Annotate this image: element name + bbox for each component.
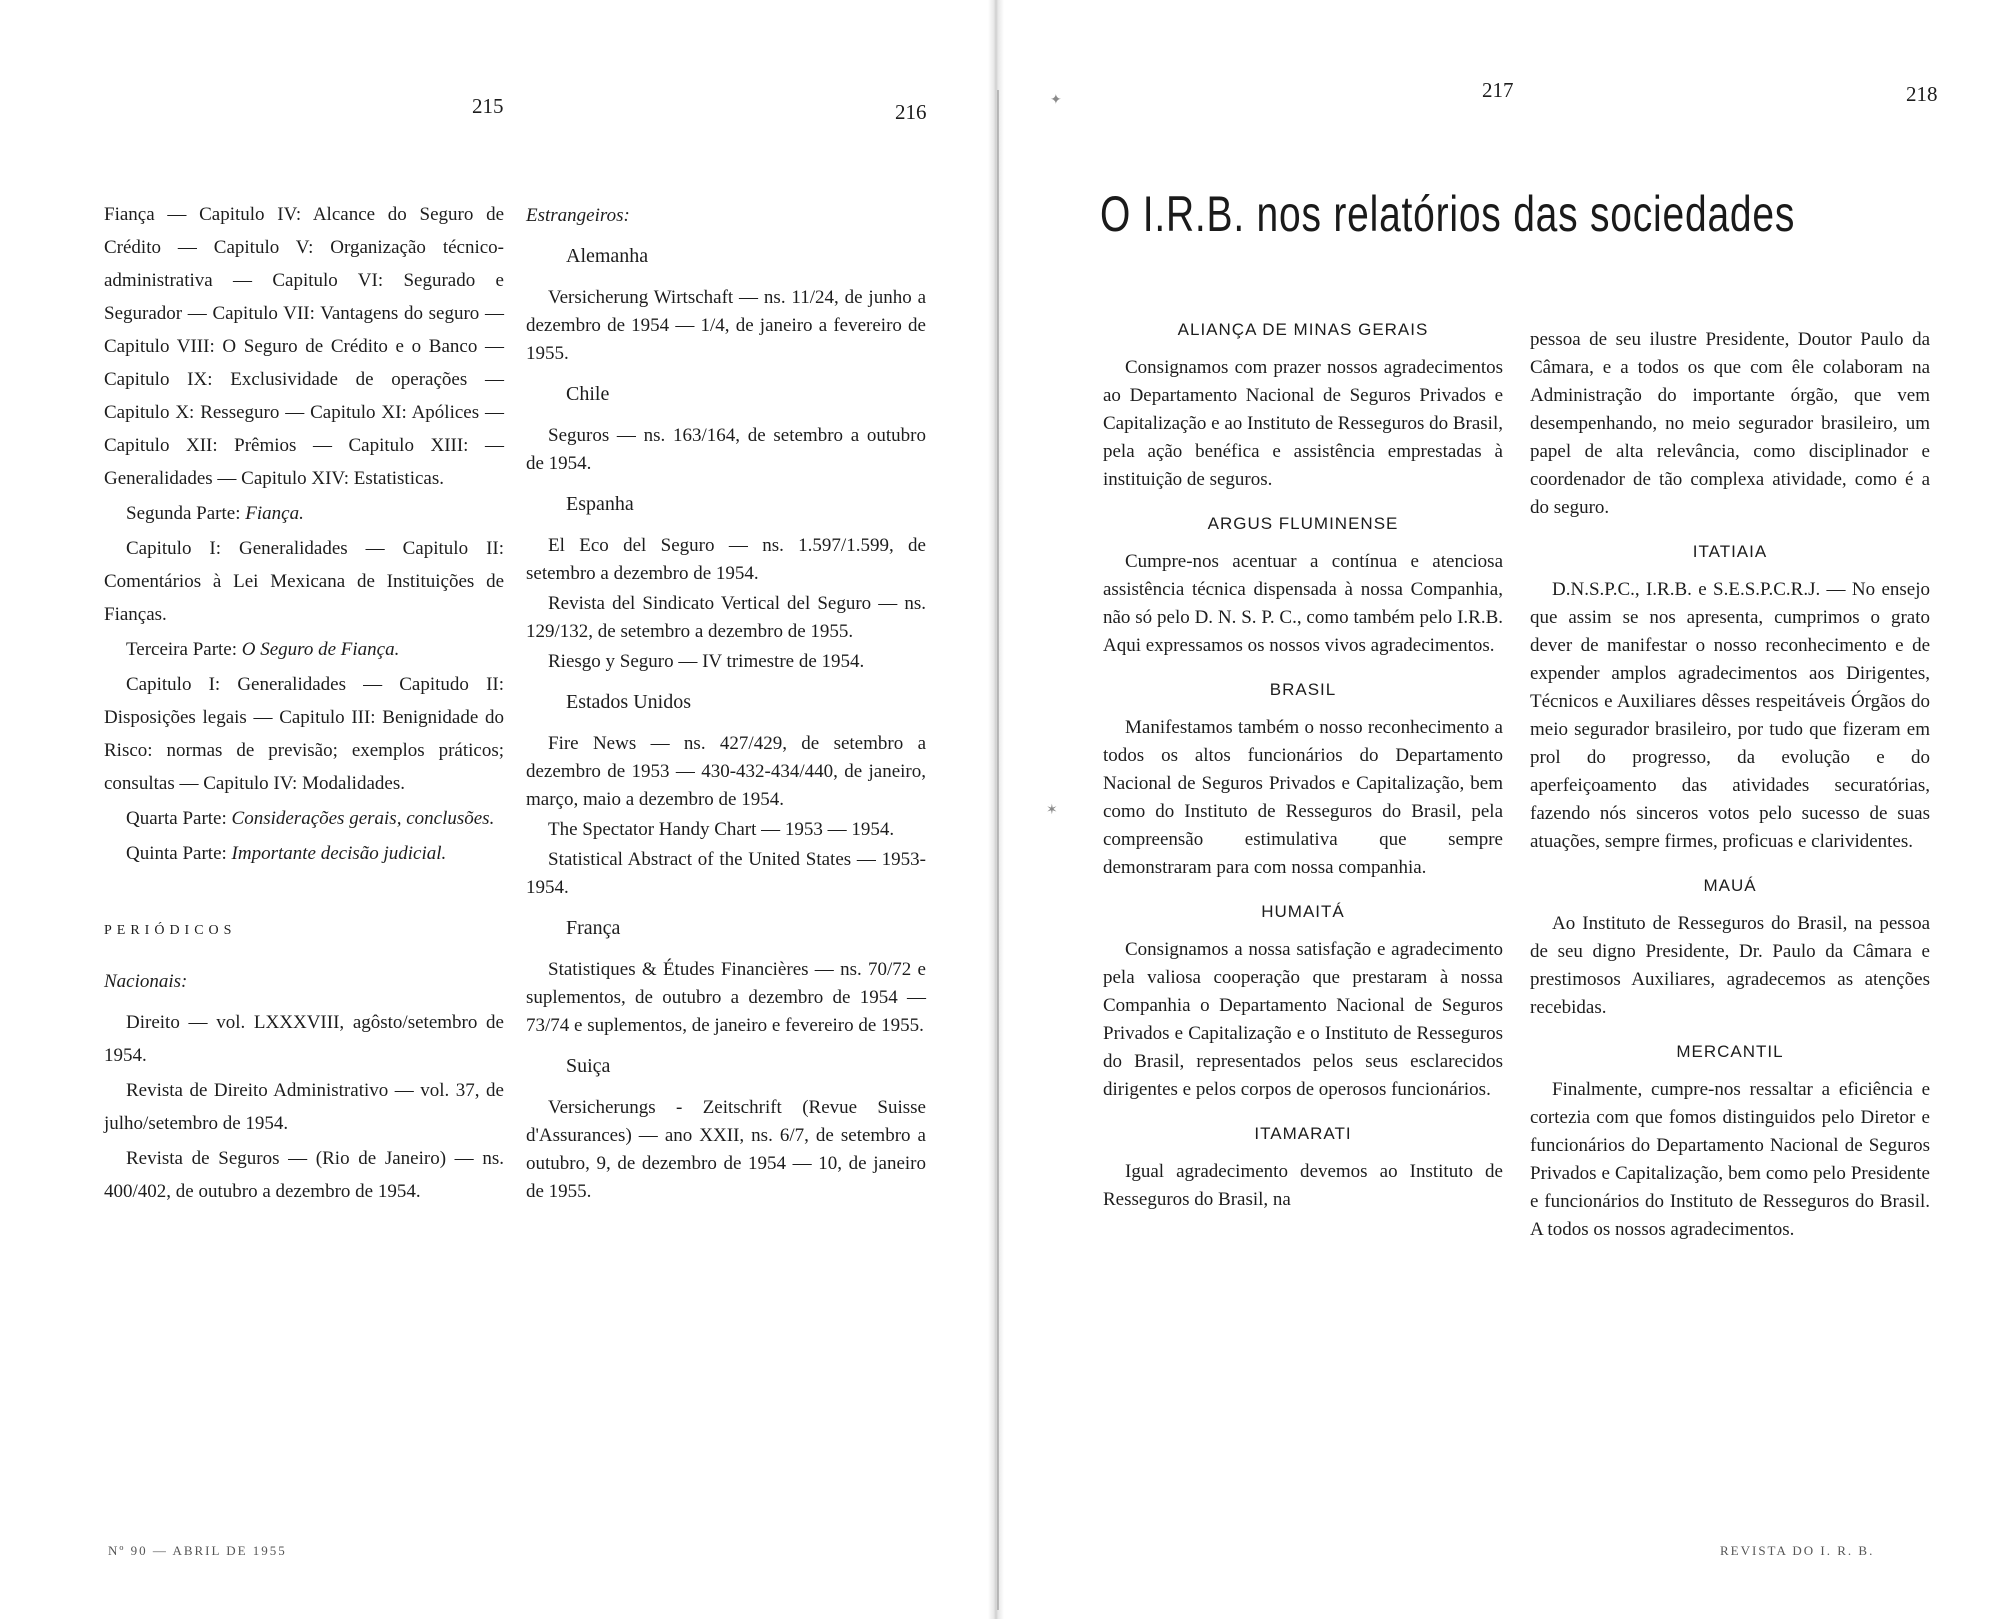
list-item: Revista de Seguros — (Rio de Janeiro) — ns. 400/402, de outubro a dezembro de 1954. [104,1148,504,1202]
list-item: El Eco del Seguro — ns. 1.597/1.599, de setembro a dezembro de 1954. [526,535,926,584]
column-page-215 [104,198,504,1210]
page-number-216: 216 [895,100,927,124]
paragraph: Consignamos com prazer nossos agradecimentos ao Departamento Nacional de Seguros Privados e Capitalização e ao Instituto de Resseguros do Brasil, pela ação benéfica e assistência emprestadas à instituição de seguros. [1103,357,1503,490]
paragraph: Segunda Parte: Fiança. [126,503,304,524]
paragraph: Quinta Parte: Importante decisão judicial. [126,843,447,864]
print-speck-icon: ✶ [1046,803,1058,818]
periodicos-heading: PERIÓDICOS [104,923,237,938]
estrangeiros-label: Estrangeiros: [526,205,630,226]
company-heading: MAUÁ [1703,876,1757,895]
part-title: Considerações gerais, conclusões. [231,808,495,829]
company-heading: HUMAITÁ [1261,902,1345,921]
page-number-217: 217 [1482,78,1514,102]
list-item: Revista del Sindicato Vertical del Seguro — ns. 129/132, de setembro a dezembro de 1955. [526,593,926,642]
paragraph: Finalmente, cumpre-nos ressaltar a eficiência e cortezia com que fomos distinguidos pelo Diretor e funcionários do Departamento Nacional de Seguros Privados e Capitalização, bem como pelo Presidente e funcionários do Instituto de Resseguros do Brasil. A todos os nossos agradecimentos. [1530,1079,1930,1240]
company-heading: ITATIAIA [1692,542,1768,561]
list-item: Statistical Abstract of the United States — 1953-1954. [526,849,926,898]
list-item: The Spectator Handy Chart — 1953 — 1954. [548,819,895,840]
part-title: Importante decisão judicial. [231,843,447,864]
country-heading: Chile [566,383,610,405]
list-item: Versicherung Wirtschaft — ns. 11/24, de junho a dezembro de 1954 — 1/4, de janeiro a fevereiro de 1955. [526,287,926,364]
company-heading: BRASIL [1269,680,1337,699]
country-heading: Alemanha [566,245,649,267]
footer-journal: REVISTA DO I. R. B. [1720,1543,1875,1558]
paragraph: Manifestamos também o nosso reconhecimento a todos os altos funcionários do Departamento Nacional de Seguros Privados e Capitalização, bem como do Instituto de Resseguros do Brasil, pela compreensão estimulativa que sempre demonstraram para com nossa companhia. [1103,717,1503,878]
list-item: Fire News — ns. 427/429, de setembro a dezembro de 1953 — 430-432-434/440, de janeiro, março, maio a dezembro de 1954. [526,733,926,810]
paragraph: Quarta Parte: Considerações gerais, conclusões. [126,808,495,829]
column-page-218 [1530,326,1930,1244]
company-heading: ITAMARATI [1254,1124,1352,1143]
paragraph: Capitulo I: Generalidades — Capitudo II: Disposições legais — Capitulo III: Benignidade do Risco: normas de previsão; exemplos práticos; consultas — Capitulo IV: Modalidades. [104,674,504,794]
nacionais-label: Nacionais: [104,971,188,992]
paragraph: Capitulo I: Generalidades — Capitulo II: Comentários à Lei Mexicana de Instituições de Fianças. [104,538,504,625]
list-item: Direito — vol. LXXXVIII, agôsto/setembro de 1954. [104,1012,504,1066]
column-page-216 [526,202,926,1208]
print-speck-icon: ✦ [1050,93,1062,108]
list-item: Seguros — ns. 163/164, de setembro a outubro de 1954. [526,425,926,474]
paragraph: Consignamos a nossa satisfação e agradecimento pela valiosa cooperação que prestaram à nossa Companhia o Departamento Nacional de Seguros Privados e Capitalização e o Instituto de Resseguros do Brasil, representados pelos seus esclarecidos dirigentes e pelos corpos de operosos funcionários. [1103,939,1503,1100]
footer-issue: Nº 90 — ABRIL DE 1955 [108,1543,287,1558]
country-heading: França [566,917,621,939]
paragraph: Cumpre-nos acentuar a contínua e atenciosa assistência técnica dispensada à nossa Companhia, não só pelo D. N. S. P. C., como também pelo I.R.B. Aqui expressamos os nossos vivos agradecimentos. [1103,551,1503,656]
company-heading: ALIANÇA DE MINAS GERAIS [1177,320,1429,339]
gutter-crease [997,90,999,1610]
list-item: Riesgo y Seguro — IV trimestre de 1954. [548,651,865,672]
paragraph: Fiança — Capitulo IV: Alcance do Seguro de Crédito — Capitulo V: Organização técnico-administrativa — Capitulo VI: Segurado e Segurador — Capitulo VII: Vantagens do seguro — Capitulo VIII: O Seguro de Crédito e o Banco — Capitulo IX: Exclusividade de operações — Capitulo X: Resseguro — Capitulo XI: Apólices — Capitulo XII: Prêmios — Capitulo XIII: — Generalidades — Capitulo XIV: Estatisticas. [104,204,504,489]
paragraph: Ao Instituto de Resseguros do Brasil, na pessoa de seu digno Presidente, Dr. Paulo da Câmara e prestimosos Auxiliares, agradecemos as atenções recebidas. [1530,913,1930,1018]
list-item: Revista de Direito Administrativo — vol. 37, de julho/setembro de 1954. [104,1080,504,1134]
paragraph: pessoa de seu ilustre Presidente, Doutor Paulo da Câmara, e a todos os que com êle colaboram na Administração do importante órgão, que vem desempenhando, no meio segurador brasileiro, um papel de alta relevância, como disciplinador e coordenador de tão complexa atividade, como é a do seguro. [1530,329,1930,518]
column-page-217 [1103,316,1503,1214]
paragraph: D.N.S.P.C., I.R.B. e S.E.S.P.C.R.J. — No ensejo que assim se nos apresenta, cumprimos o grato dever de manifestar o nosso reconhecimento e de expender amplos agradecimentos aos Dirigentes, Técnicos e Auxiliares dêsses respeitáveis Órgãos do meio segurador brasileiro, por tudo que fizeram em prol do progresso, da evolução e do aperfeiçoamento das atividades securatórias, fazendo nós sinceros votos pelo sucesso de suas atuações, sempre firmes, proficuas e clarividentes. [1530,579,1930,852]
list-item: Versicherungs - Zeitschrift (Revue Suisse d'Assurances) — ano XXII, ns. 6/7, de setembro a outubro, 9, de dezembro de 1954 — 10, de janeiro de 1955. [526,1097,926,1202]
list-item: Statistiques & Études Financières — ns. 70/72 e suplementos, de outubro a dezembro de 1954 — 73/74 e suplementos, de janeiro e fevereiro de 1955. [526,959,926,1036]
paragraph: Terceira Parte: O Seguro de Fiança. [126,639,400,660]
part-title: Fiança. [245,503,304,524]
article-title: O I.R.B. nos relatórios das sociedades [1100,186,1796,242]
company-heading: ARGUS FLUMINENSE [1207,514,1399,533]
page-number-215: 215 [472,94,504,118]
paragraph: Igual agradecimento devemos ao Instituto de Resseguros do Brasil, na [1103,1161,1503,1210]
page-number-218: 218 [1906,82,1938,106]
part-title: O Seguro de Fiança. [241,639,400,660]
country-heading: Estados Unidos [566,691,691,713]
country-heading: Suiça [566,1055,611,1077]
book-gutter [988,0,1004,1619]
company-heading: MERCANTIL [1676,1042,1784,1061]
country-heading: Espanha [566,493,634,515]
